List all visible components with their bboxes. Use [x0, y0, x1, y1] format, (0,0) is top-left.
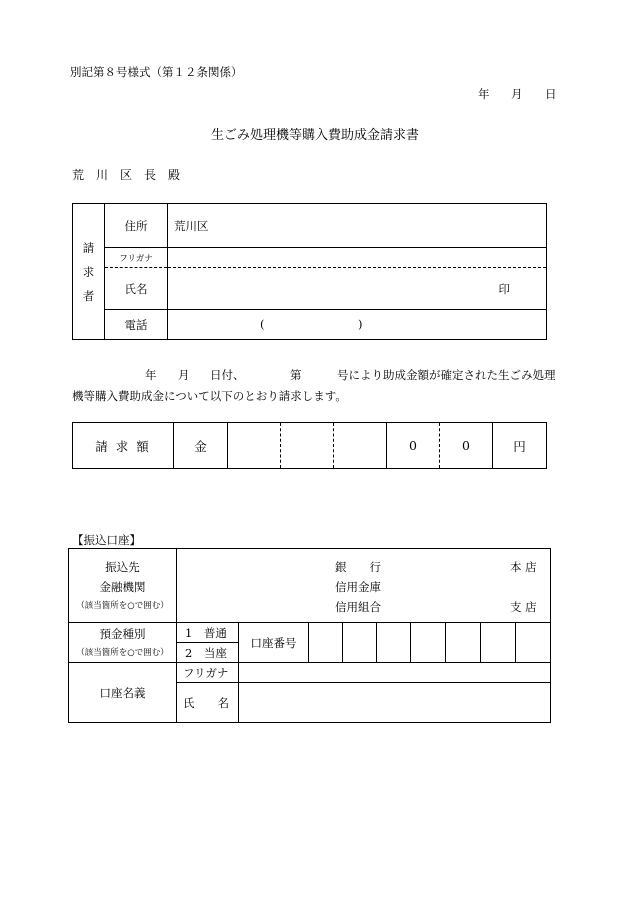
shiten-label: 支 店: [510, 600, 537, 614]
account-digit[interactable]: [516, 623, 551, 663]
bank-table: [68, 548, 551, 723]
name-label: 氏名: [105, 268, 168, 310]
account-digit[interactable]: [446, 623, 481, 663]
phone-paren-close: ): [358, 317, 363, 331]
dest-bank-field[interactable]: [177, 549, 551, 623]
addressee: 荒 川 区 長 殿: [72, 168, 181, 182]
amount-table: [72, 422, 547, 469]
address-label: 住所: [105, 204, 168, 248]
account-digit[interactable]: [481, 623, 516, 663]
amount-label: 請 求 額: [73, 423, 174, 469]
type-kumiai: 信用組合: [335, 600, 381, 614]
statement-day: 日付、: [210, 368, 245, 382]
furigana-label: フリガナ: [105, 248, 168, 268]
holder-furigana-label: フリガナ: [177, 663, 239, 683]
holder-name-label: 氏 名: [177, 683, 239, 723]
account-holder-label: 口座名義: [69, 663, 177, 723]
honten-label: 本 店: [510, 560, 537, 574]
deposit-opt-current[interactable]: 2 当座: [177, 643, 239, 663]
account-digit[interactable]: [343, 623, 377, 663]
deposit-type-label: 預金種別 （該当箇所を○で囲む）: [69, 623, 177, 663]
amount-digit[interactable]: [228, 423, 281, 469]
phone-label: 電話: [105, 310, 168, 340]
form-number: 別記第８号様式（第１２条関係）: [70, 65, 243, 79]
date-day: 日: [545, 87, 557, 101]
furigana-field[interactable]: [168, 248, 547, 268]
amount-digit[interactable]: 0: [387, 423, 440, 469]
account-digit[interactable]: [377, 623, 411, 663]
dest-bank-label: 振込先 金融機関 （該当箇所を○で囲む）: [69, 549, 177, 623]
account-digit[interactable]: [309, 623, 343, 663]
deposit-opt-regular[interactable]: 1 普通: [177, 623, 239, 643]
type-shinkin: 信用金庫: [335, 580, 381, 594]
name-field[interactable]: [168, 268, 547, 310]
phone-paren-open: (: [260, 317, 265, 331]
statement-month: 月: [178, 368, 190, 382]
applicant-table: [72, 203, 547, 340]
amount-yen: 円: [493, 423, 547, 469]
seal-mark: 印: [498, 282, 510, 296]
applicant-side-label: 請 求 者: [73, 204, 105, 340]
type-ginko: 銀 行: [335, 560, 381, 574]
bank-section-title: 【振込口座】: [72, 533, 141, 547]
statement-line2: 機等購入費助成金について以下のとおり請求します。: [72, 389, 347, 403]
account-digit[interactable]: [411, 623, 446, 663]
amount-digit[interactable]: 0: [440, 423, 493, 469]
holder-name-field[interactable]: [239, 683, 551, 723]
account-number-label: 口座番号: [239, 623, 309, 663]
date-month: 月: [511, 87, 523, 101]
holder-furigana-field[interactable]: [239, 663, 551, 683]
page-title: 生ごみ処理機等購入費助成金請求書: [210, 128, 419, 143]
statement-year: 年: [145, 368, 157, 382]
statement-dai: 第: [290, 368, 302, 382]
date-year: 年: [478, 87, 490, 101]
amount-digit[interactable]: [334, 423, 387, 469]
address-field[interactable]: 荒川区: [168, 204, 547, 248]
statement-line1: 号により助成金額が確定された生ごみ処理: [337, 368, 556, 382]
amount-digit[interactable]: [281, 423, 334, 469]
phone-field[interactable]: [168, 310, 547, 340]
amount-kin: 金: [174, 423, 228, 469]
